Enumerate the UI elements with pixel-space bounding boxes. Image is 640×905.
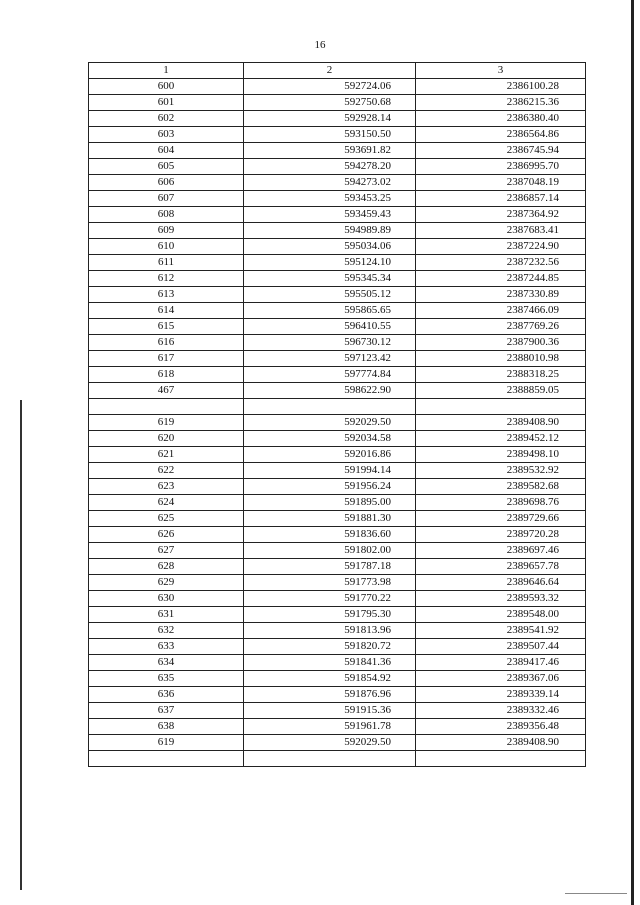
- cell-point-number: 623: [89, 479, 244, 495]
- table-row: [89, 239, 586, 255]
- cell-y-coordinate: 2386995.70: [416, 159, 586, 175]
- table-row: [89, 495, 586, 511]
- column-header-x: 2: [244, 63, 416, 79]
- cell-x-coordinate: 591770.22: [244, 591, 416, 607]
- cell-x-coordinate: [244, 399, 416, 415]
- cell-y-coordinate: 2388010.98: [416, 351, 586, 367]
- cell-x-coordinate: 593459.43: [244, 207, 416, 223]
- cell-y-coordinate: 2386215.36: [416, 95, 586, 111]
- cell-point-number: 613: [89, 287, 244, 303]
- header-row: [89, 63, 586, 79]
- cell-point-number: 620: [89, 431, 244, 447]
- table-row: [89, 191, 586, 207]
- cell-point-number: 637: [89, 703, 244, 719]
- cell-point-number: 614: [89, 303, 244, 319]
- cell-y-coordinate: 2389498.10: [416, 447, 586, 463]
- cell-point-number: 615: [89, 319, 244, 335]
- cell-x-coordinate: 591841.36: [244, 655, 416, 671]
- cell-x-coordinate: 591787.18: [244, 559, 416, 575]
- cell-point-number: 608: [89, 207, 244, 223]
- table-row: [89, 591, 586, 607]
- table-row: [89, 527, 586, 543]
- cell-x-coordinate: 593453.25: [244, 191, 416, 207]
- cell-x-coordinate: [244, 751, 416, 767]
- right-edge-line: [631, 0, 634, 905]
- cell-y-coordinate: 2389408.90: [416, 735, 586, 751]
- cell-y-coordinate: 2389339.14: [416, 687, 586, 703]
- cell-x-coordinate: 591961.78: [244, 719, 416, 735]
- cell-y-coordinate: 2389532.92: [416, 463, 586, 479]
- cell-x-coordinate: 594278.20: [244, 159, 416, 175]
- table-row: [89, 159, 586, 175]
- cell-x-coordinate: 592016.86: [244, 447, 416, 463]
- table-row: [89, 223, 586, 239]
- cell-y-coordinate: 2386564.86: [416, 127, 586, 143]
- cell-point-number: 631: [89, 607, 244, 623]
- cell-point-number: [89, 399, 244, 415]
- table-row: [89, 143, 586, 159]
- cell-point-number: 630: [89, 591, 244, 607]
- table-row: [89, 543, 586, 559]
- cell-y-coordinate: 2389548.00: [416, 607, 586, 623]
- cell-y-coordinate: 2389593.32: [416, 591, 586, 607]
- cell-y-coordinate: 2389356.48: [416, 719, 586, 735]
- cell-x-coordinate: 592029.50: [244, 735, 416, 751]
- cell-point-number: 601: [89, 95, 244, 111]
- table-row: [89, 735, 586, 751]
- cell-point-number: 634: [89, 655, 244, 671]
- cell-point-number: 618: [89, 367, 244, 383]
- cell-x-coordinate: 592034.58: [244, 431, 416, 447]
- table-row: [89, 479, 586, 495]
- cell-point-number: 619: [89, 415, 244, 431]
- cell-x-coordinate: 592928.14: [244, 111, 416, 127]
- table-row: [89, 463, 586, 479]
- table-row: [89, 719, 586, 735]
- cell-x-coordinate: 596730.12: [244, 335, 416, 351]
- cell-y-coordinate: 2388318.25: [416, 367, 586, 383]
- table-header: [89, 63, 586, 79]
- table-row: [89, 607, 586, 623]
- coordinates-table: [88, 62, 586, 767]
- cell-x-coordinate: 596410.55: [244, 319, 416, 335]
- cell-x-coordinate: 591956.24: [244, 479, 416, 495]
- table-row: [89, 623, 586, 639]
- cell-y-coordinate: 2389408.90: [416, 415, 586, 431]
- cell-y-coordinate: 2389367.06: [416, 671, 586, 687]
- cell-x-coordinate: 591876.96: [244, 687, 416, 703]
- table-row: [89, 127, 586, 143]
- column-header-y: 3: [416, 63, 586, 79]
- cell-y-coordinate: 2386745.94: [416, 143, 586, 159]
- cell-point-number: 621: [89, 447, 244, 463]
- cell-x-coordinate: 592029.50: [244, 415, 416, 431]
- cell-point-number: [89, 751, 244, 767]
- cell-x-coordinate: 591820.72: [244, 639, 416, 655]
- cell-x-coordinate: 595865.65: [244, 303, 416, 319]
- cell-x-coordinate: 591915.36: [244, 703, 416, 719]
- cell-y-coordinate: 2387330.89: [416, 287, 586, 303]
- cell-x-coordinate: 591773.98: [244, 575, 416, 591]
- cell-x-coordinate: 591895.00: [244, 495, 416, 511]
- cell-y-coordinate: 2389698.76: [416, 495, 586, 511]
- table-row: [89, 351, 586, 367]
- table-row: [89, 287, 586, 303]
- cell-point-number: 626: [89, 527, 244, 543]
- cell-x-coordinate: 591836.60: [244, 527, 416, 543]
- cell-point-number: 617: [89, 351, 244, 367]
- cell-y-coordinate: 2389452.12: [416, 431, 586, 447]
- cell-y-coordinate: 2389697.46: [416, 543, 586, 559]
- cell-x-coordinate: 591854.92: [244, 671, 416, 687]
- cell-y-coordinate: 2389729.66: [416, 511, 586, 527]
- table-row: [89, 559, 586, 575]
- table-row: [89, 415, 586, 431]
- cell-y-coordinate: [416, 399, 586, 415]
- table-row: [89, 335, 586, 351]
- cell-y-coordinate: 2387232.56: [416, 255, 586, 271]
- cell-y-coordinate: 2389417.46: [416, 655, 586, 671]
- cell-point-number: 627: [89, 543, 244, 559]
- cell-y-coordinate: 2389507.44: [416, 639, 586, 655]
- table-row: [89, 655, 586, 671]
- cell-y-coordinate: 2387048.19: [416, 175, 586, 191]
- cell-y-coordinate: 2387900.36: [416, 335, 586, 351]
- cell-y-coordinate: 2387466.09: [416, 303, 586, 319]
- table-row: [89, 431, 586, 447]
- cell-point-number: 628: [89, 559, 244, 575]
- column-header-point: 1: [89, 63, 244, 79]
- cell-x-coordinate: 592724.06: [244, 79, 416, 95]
- table-row: [89, 703, 586, 719]
- table-row: [89, 367, 586, 383]
- cell-x-coordinate: 594273.02: [244, 175, 416, 191]
- page-number: 16: [314, 39, 326, 51]
- cell-x-coordinate: 597774.84: [244, 367, 416, 383]
- table-row: [89, 399, 586, 415]
- cell-point-number: 616: [89, 335, 244, 351]
- cell-x-coordinate: 595505.12: [244, 287, 416, 303]
- table-row: [89, 271, 586, 287]
- cell-point-number: 467: [89, 383, 244, 399]
- cell-x-coordinate: 591813.96: [244, 623, 416, 639]
- cell-x-coordinate: 591802.00: [244, 543, 416, 559]
- cell-y-coordinate: 2388859.05: [416, 383, 586, 399]
- table-row: [89, 255, 586, 271]
- bottom-scan-mark: [565, 893, 627, 894]
- cell-point-number: 624: [89, 495, 244, 511]
- cell-point-number: 629: [89, 575, 244, 591]
- table-row: [89, 319, 586, 335]
- table-row: [89, 207, 586, 223]
- cell-point-number: 602: [89, 111, 244, 127]
- cell-y-coordinate: 2389582.68: [416, 479, 586, 495]
- cell-y-coordinate: 2387769.26: [416, 319, 586, 335]
- cell-y-coordinate: 2389332.46: [416, 703, 586, 719]
- table-row: [89, 383, 586, 399]
- cell-x-coordinate: 597123.42: [244, 351, 416, 367]
- cell-y-coordinate: 2386100.28: [416, 79, 586, 95]
- cell-point-number: 636: [89, 687, 244, 703]
- table-row: [89, 175, 586, 191]
- cell-y-coordinate: 2389541.92: [416, 623, 586, 639]
- cell-point-number: 604: [89, 143, 244, 159]
- cell-point-number: 619: [89, 735, 244, 751]
- cell-point-number: 633: [89, 639, 244, 655]
- table-row: [89, 639, 586, 655]
- cell-x-coordinate: 595124.10: [244, 255, 416, 271]
- cell-x-coordinate: 593150.50: [244, 127, 416, 143]
- table-row: [89, 751, 586, 767]
- cell-x-coordinate: 593691.82: [244, 143, 416, 159]
- cell-point-number: 611: [89, 255, 244, 271]
- cell-x-coordinate: 595034.06: [244, 239, 416, 255]
- cell-point-number: 612: [89, 271, 244, 287]
- cell-y-coordinate: 2389646.64: [416, 575, 586, 591]
- cell-point-number: 632: [89, 623, 244, 639]
- cell-point-number: 605: [89, 159, 244, 175]
- table-row: [89, 511, 586, 527]
- table-body: [89, 79, 586, 767]
- cell-y-coordinate: 2389657.78: [416, 559, 586, 575]
- cell-point-number: 600: [89, 79, 244, 95]
- cell-y-coordinate: 2387683.41: [416, 223, 586, 239]
- table-row: [89, 79, 586, 95]
- cell-y-coordinate: 2387224.90: [416, 239, 586, 255]
- table-row: [89, 95, 586, 111]
- cell-point-number: 606: [89, 175, 244, 191]
- table-row: [89, 671, 586, 687]
- cell-point-number: 603: [89, 127, 244, 143]
- cell-x-coordinate: 594989.89: [244, 223, 416, 239]
- cell-y-coordinate: [416, 751, 586, 767]
- table-row: [89, 303, 586, 319]
- cell-point-number: 609: [89, 223, 244, 239]
- cell-point-number: 610: [89, 239, 244, 255]
- cell-x-coordinate: 598622.90: [244, 383, 416, 399]
- cell-point-number: 638: [89, 719, 244, 735]
- cell-y-coordinate: 2387244.85: [416, 271, 586, 287]
- cell-x-coordinate: 591881.30: [244, 511, 416, 527]
- cell-y-coordinate: 2389720.28: [416, 527, 586, 543]
- cell-x-coordinate: 591795.30: [244, 607, 416, 623]
- left-margin-line: [20, 400, 22, 890]
- cell-point-number: 635: [89, 671, 244, 687]
- cell-x-coordinate: 595345.34: [244, 271, 416, 287]
- cell-point-number: 622: [89, 463, 244, 479]
- table-row: [89, 111, 586, 127]
- cell-point-number: 607: [89, 191, 244, 207]
- cell-x-coordinate: 592750.68: [244, 95, 416, 111]
- cell-point-number: 625: [89, 511, 244, 527]
- table-row: [89, 575, 586, 591]
- cell-x-coordinate: 591994.14: [244, 463, 416, 479]
- table-row: [89, 687, 586, 703]
- table-row: [89, 447, 586, 463]
- cell-y-coordinate: 2387364.92: [416, 207, 586, 223]
- cell-y-coordinate: 2386380.40: [416, 111, 586, 127]
- cell-y-coordinate: 2386857.14: [416, 191, 586, 207]
